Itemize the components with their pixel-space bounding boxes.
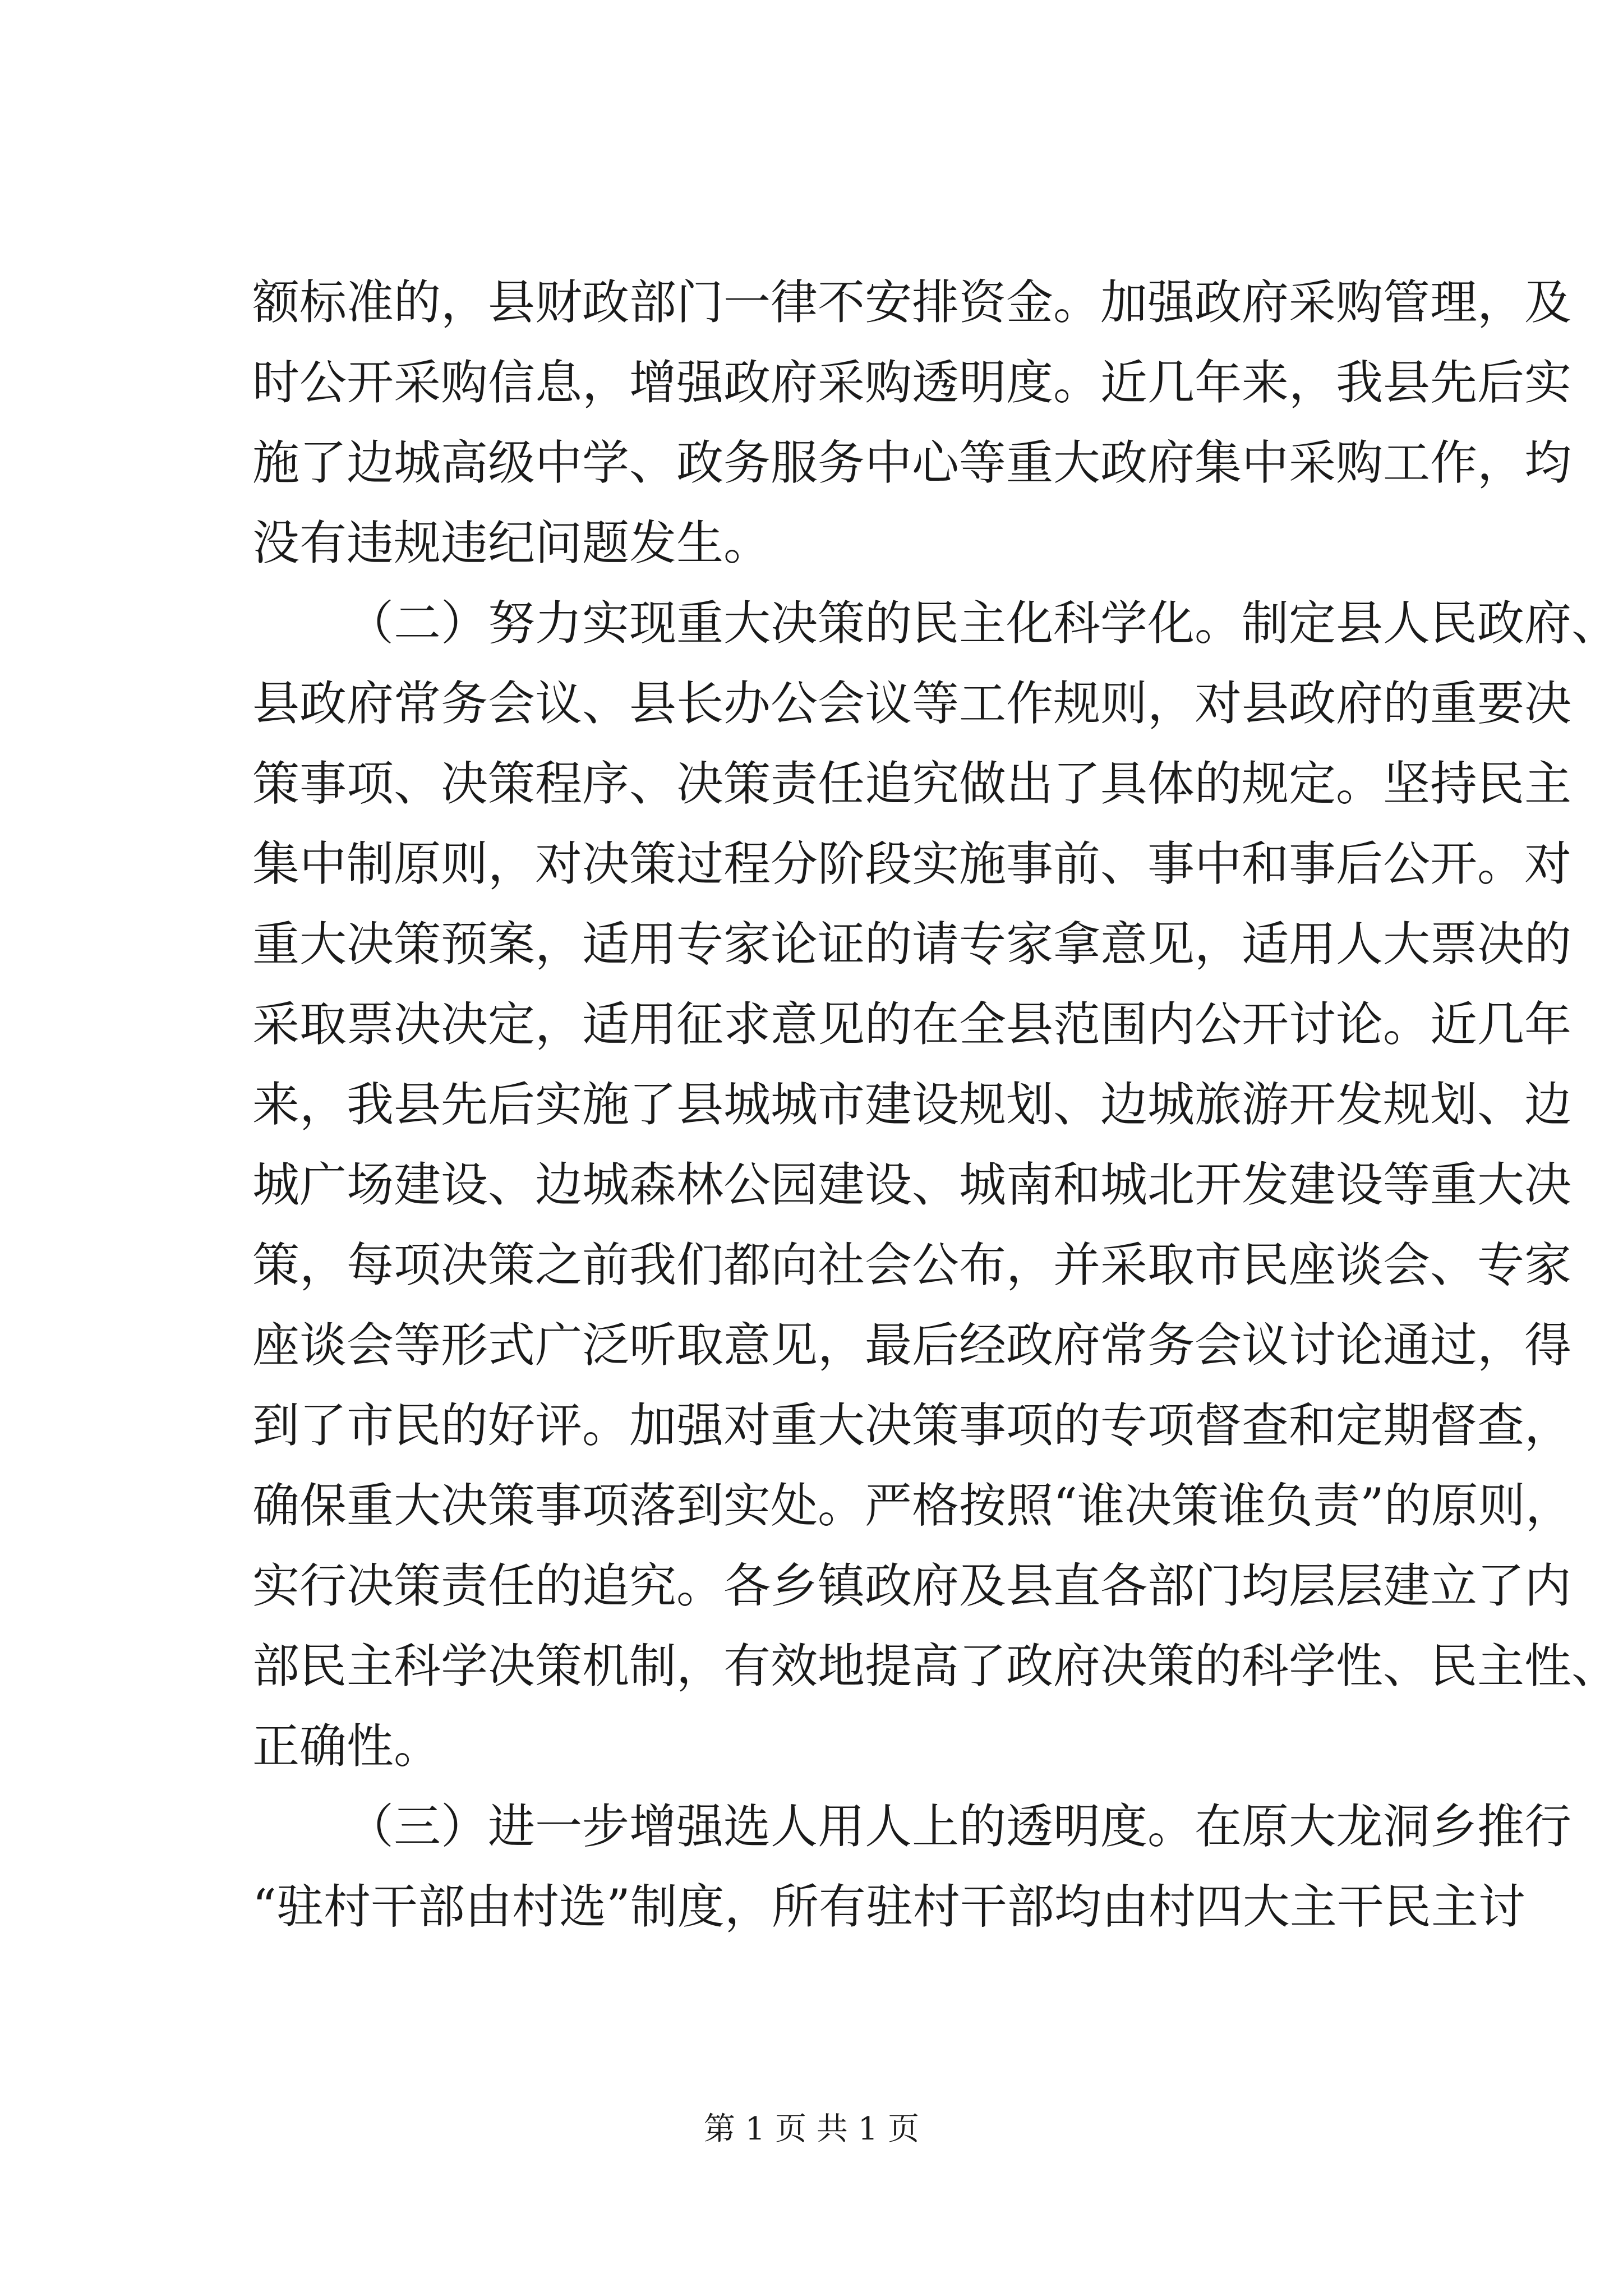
text-line: 实行决策责任的追究。各乡镇政府及县直各部门均层层建立了内: [252, 1558, 1572, 1613]
text-line: 策事项、决策程序、决策责任追究做出了具体的规定。坚持民主: [252, 756, 1572, 811]
body-text: [252, 263, 1619, 1947]
text-line: 县政府常务会议、县长办公会议等工作规则，对县政府的重要决: [252, 676, 1572, 731]
text-line: 时公开采购信息，增强政府采购透明度。近几年来，我县先后实: [252, 355, 1572, 410]
text-line: 集中制原则，对决策过程分阶段实施事前、事中和事后公开。对: [252, 836, 1572, 891]
text-line: 没有违规违纪问题发生。: [252, 516, 771, 570]
text-line: 城广场建设、边城森林公园建设、城南和城北开发建设等重大决: [252, 1157, 1572, 1212]
page-footer: 第 1 页 共 1 页: [703, 2111, 920, 2147]
text-line: 正确性。: [252, 1719, 441, 1774]
text-line: 采取票决决定，适用征求意见的在全县范围内公开讨论。近几年: [252, 997, 1572, 1052]
text-line: 施了边城高级中学、政务服务中心等重大政府集中采购工作，均: [252, 435, 1572, 490]
text-line: 到了市民的好评。加强对重大决策事项的专项督查和定期督查，: [252, 1398, 1572, 1453]
text-line: 重大决策预案，适用专家论证的请专家拿意见，适用人大票决的: [252, 917, 1572, 972]
text-line: 确保重大决策事项落到实处。严格按照“谁决策谁负责”的原则，: [252, 1478, 1573, 1533]
text-line: 部民主科学决策机制，有效地提高了政府决策的科学性、民主性、: [252, 1639, 1619, 1694]
text-line: 额标准的，县财政部门一律不安排资金。加强政府采购管理，及: [252, 275, 1572, 330]
text-line: 策，每项决策之前我们都向社会公布，并采取市民座谈会、专家: [252, 1237, 1572, 1292]
text-line: （三）进一步增强选人用人上的透明度。在原大龙洞乡推行: [347, 1799, 1572, 1854]
text-line: 来，我县先后实施了县城城市建设规划、边城旅游开发规划、边: [252, 1077, 1572, 1132]
text-line: 座谈会等形式广泛听取意见，最后经政府常务会议讨论通过，得: [252, 1318, 1572, 1373]
text-line: “驻村干部由村选”制度，所有驻村干部均由村四大主干民主讨: [252, 1879, 1525, 1934]
text-line: （二）努力实现重大决策的民主化科学化。制定县人民政府、: [347, 596, 1619, 651]
